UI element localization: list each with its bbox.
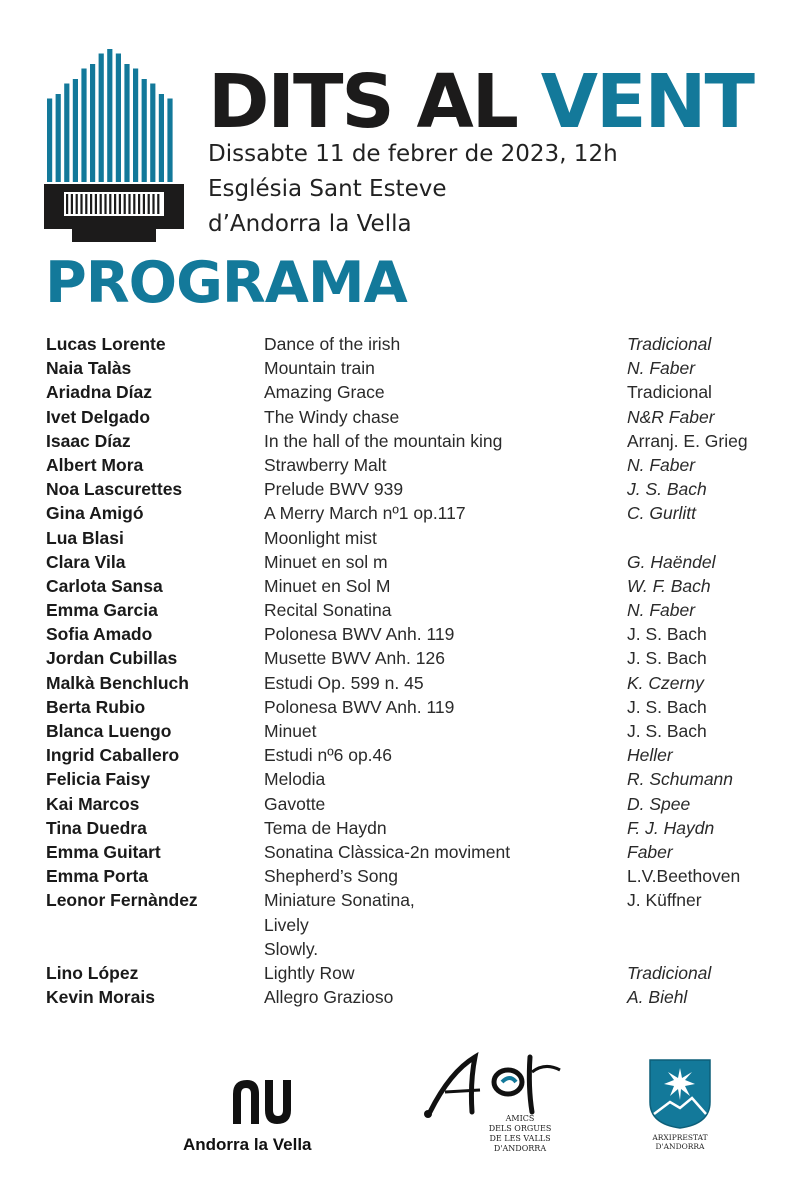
organ-key [66,194,68,214]
program-row [46,405,776,429]
piece-title-line: Gavotte [264,793,326,814]
composer-name: Tradicional [627,962,712,983]
piece-title-line: Amazing Grace [264,382,385,403]
organ-key [100,194,102,214]
performer-name: Malkà Benchluch [46,672,189,693]
composer-name: W. F. Bach [627,575,711,596]
composer-name: Heller [627,745,673,766]
arxiprestat-label [640,1133,720,1151]
piece-title-line: Mountain train [264,358,375,379]
organ-pipe [107,49,112,182]
piece-title-line: Minuet en Sol M [264,575,391,596]
performer-name: Kai Marcos [46,793,140,814]
composer-name: J. S. Bach [627,696,707,717]
performer-name: Emma Guitart [46,841,161,862]
performer-name: Emma Garcia [46,600,158,621]
program-row [46,622,776,646]
performer-name: Ingrid Caballero [46,745,180,766]
program-row [46,767,776,791]
program-row [46,719,776,743]
program-row [46,453,776,477]
logo-label-line: DELS ORGUES [488,1124,552,1133]
piece-title [264,888,604,936]
performer-name: Gina Amigó [46,503,144,524]
piece-title-line: Lively [264,914,309,935]
piece-title [264,985,604,1009]
piece-title-line: Tema de Haydn [264,817,387,838]
organ-pipe [133,69,138,183]
composer-name: D. Spee [627,793,691,814]
piece-title [264,671,604,695]
performer-name: Berta Rubio [46,696,146,717]
program-list [46,332,776,1009]
organ-pipe [73,79,78,182]
composer-name: N. Faber [627,454,696,475]
composer-name: N. Faber [627,600,696,621]
organ-pipe [150,84,155,183]
program-row [46,743,776,767]
composer-name: Tradicional [627,382,712,403]
organ-key [109,194,111,214]
performer-name: Ariadna Díaz [46,382,152,403]
organ-key [104,194,106,214]
piece-title-line: Slowly. [264,938,319,959]
piece-title-line: Estudi nº6 op.46 [264,745,393,766]
performer-name: Lucas Lorente [46,334,166,354]
organ-key [157,194,159,214]
organ-key [138,194,140,214]
piece-title [264,743,604,767]
organ-pipe [56,94,61,182]
piece-title [264,646,604,670]
piece-title-line: Minuet en sol m [264,551,388,572]
organ-key [76,194,78,214]
performer-name: Ivet Delgado [46,406,151,427]
logo-label-line: D'ANDORRA [655,1142,705,1151]
program-row [46,477,776,501]
arxiprestat-logo [640,1058,720,1158]
program-row [46,840,776,864]
organ-pipe [142,79,147,182]
composer-name: J. S. Bach [627,624,707,645]
piece-title-line: Shepherd’s Song [264,866,398,887]
piece-title-line: In the hall of the mountain king [264,430,503,451]
program-row [46,526,776,550]
organ-key [71,194,73,214]
organ-key [143,194,145,214]
organ-key [133,194,135,214]
performer-name: Clara Vila [46,551,126,572]
performer-name: Lino López [46,962,139,983]
piece-title [264,477,604,501]
composer-name: L.V.Beethoven [627,866,741,887]
program-row [46,574,776,598]
performer-name: Lua Blasi [46,527,124,548]
composer-name: J. S. Bach [627,648,707,669]
program-row [46,864,776,888]
composer-name: A. Biehl [627,987,688,1008]
performer-name: Isaac Díaz [46,430,131,451]
organ-key [80,194,82,214]
program-row [46,695,776,719]
program-row [46,792,776,816]
composer-name: Tradicional [627,334,712,354]
piece-title-line: Polonesa BWV Anh. 119 [264,696,455,717]
program-row [46,671,776,695]
program-row [46,429,776,453]
organ-pipe [47,99,52,183]
piece-title [264,526,604,550]
organ-pipe [99,54,104,183]
performer-name: Naia Talàs [46,358,132,379]
program-row [46,598,776,622]
piece-title [264,840,604,864]
event-date: Dissabte 11 de febrer de 2023, 12h [208,141,618,167]
piece-title [264,792,604,816]
logo-label-line: AMICS [505,1114,535,1123]
piece-title [264,429,604,453]
composer-name: J. Küffner [627,890,702,911]
program-row [46,888,776,936]
piece-title [264,622,604,646]
piece-title-line: Melodia [264,769,326,790]
organ-key [128,194,130,214]
program-row [46,380,776,404]
program-row [46,937,776,961]
program-row [46,332,776,356]
performer-name: Kevin Morais [46,987,155,1008]
piece-title-line: A Merry March nº1 op.117 [264,503,466,524]
piece-title-line: Sonatina Clàssica-2n moviment [264,841,511,862]
piece-title-line: Strawberry Malt [264,454,387,475]
organ-key [152,194,154,214]
piece-title [264,574,604,598]
piece-title [264,719,604,743]
venue-line-2: d’Andorra la Vella [208,211,412,237]
organ-key [148,194,150,214]
performer-name: Sofia Amado [46,624,153,645]
program-row [46,356,776,380]
program-row [46,646,776,670]
piece-title-line: The Windy chase [264,406,400,427]
piece-title [264,380,604,404]
piece-title-line: Miniature Sonatina, [264,890,415,911]
composer-name: F. J. Haydn [627,817,715,838]
organ-pipe [81,69,86,183]
andorra-la-vella-icon [231,1078,293,1126]
logo-label-line: DE LES VALLS [489,1134,551,1143]
organ-logo-icon [44,44,184,242]
venue-line-1: Església Sant Esteve [208,176,447,202]
piece-title [264,864,604,888]
piece-title-line: Polonesa BWV Anh. 119 [264,624,455,645]
logo-label-line: ARXIPRESTAT [652,1133,708,1142]
organ-key [124,194,126,214]
organ-key [85,194,87,214]
piece-title [264,961,604,985]
piece-title [264,501,604,525]
program-row [46,961,776,985]
amics-orgues-logo [420,1052,570,1162]
arxiprestat-shield-icon [640,1058,720,1130]
program-row [46,501,776,525]
organ-key [119,194,121,214]
section-title: PROGRAMA [45,250,407,316]
program-row [46,550,776,574]
piece-title [264,550,604,574]
piece-title-line: Lightly Row [264,962,355,983]
piece-title [264,405,604,429]
composer-name: J. S. Bach [627,479,707,500]
composer-name: J. S. Bach [627,721,707,741]
performer-name: Tina Duedra [46,817,147,838]
performer-name: Albert Mora [46,454,144,475]
piece-title-line: Minuet [264,721,317,741]
logo-label-line: D'ANDORRA [493,1144,547,1153]
piece-title [264,937,604,961]
organ-pipe [90,64,95,182]
performer-name: Jordan Cubillas [46,648,178,669]
composer-name: Faber [627,841,673,862]
piece-title-line: Estudi Op. 599 n. 45 [264,672,424,693]
organ-key [95,194,97,214]
program-row [46,816,776,840]
performer-name: Felicia Faisy [46,769,151,790]
piece-title [264,695,604,719]
program-row [46,985,776,1009]
performer-name: Noa Lascurettes [46,479,183,500]
piece-title-line: Prelude BWV 939 [264,479,404,500]
composer-name: G. Haëndel [627,551,716,572]
piece-title [264,767,604,791]
event-title [208,59,753,145]
title-part-vent: VENT [540,59,753,145]
organ-pipe [159,94,164,182]
composer-name: Arranj. E. Grieg [627,430,748,451]
organ-pipe [124,64,129,182]
performer-name: Blanca Luengo [46,721,172,741]
piece-title-line: Moonlight mist [264,527,377,548]
composer-name: N&R Faber [627,406,715,427]
organ-key [90,194,92,214]
organ-key [114,194,116,214]
piece-title [264,453,604,477]
piece-title-line: Musette BWV Anh. 126 [264,648,445,669]
title-part-dits-al: DITS AL [208,59,541,145]
organ-pipe [167,99,172,183]
piece-title-line: Allegro Grazioso [264,987,394,1008]
composer-name: R. Schumann [627,769,734,790]
piece-title [264,816,604,840]
composer-name: K. Czerny [627,672,704,693]
organ-pipe [64,84,69,183]
aoa-calligraphy-icon [420,1052,570,1122]
performer-name: Carlota Sansa [46,575,163,596]
piece-title-line: Recital Sonatina [264,600,392,621]
composer-name: N. Faber [627,358,696,379]
amics-orgues-label [480,1114,560,1154]
piece-title [264,356,604,380]
piece-title-line: Dance of the irish [264,334,401,354]
composer-name: C. Gurlitt [627,503,697,524]
performer-name: Leonor Fernàndez [46,890,198,911]
organ-pipe [116,54,121,183]
piece-title [264,332,604,356]
piece-title [264,598,604,622]
andorra-la-vella-label: Andorra la Vella [183,1135,312,1154]
andorra-la-vella-logo [183,1078,343,1158]
performer-name: Emma Porta [46,866,149,887]
